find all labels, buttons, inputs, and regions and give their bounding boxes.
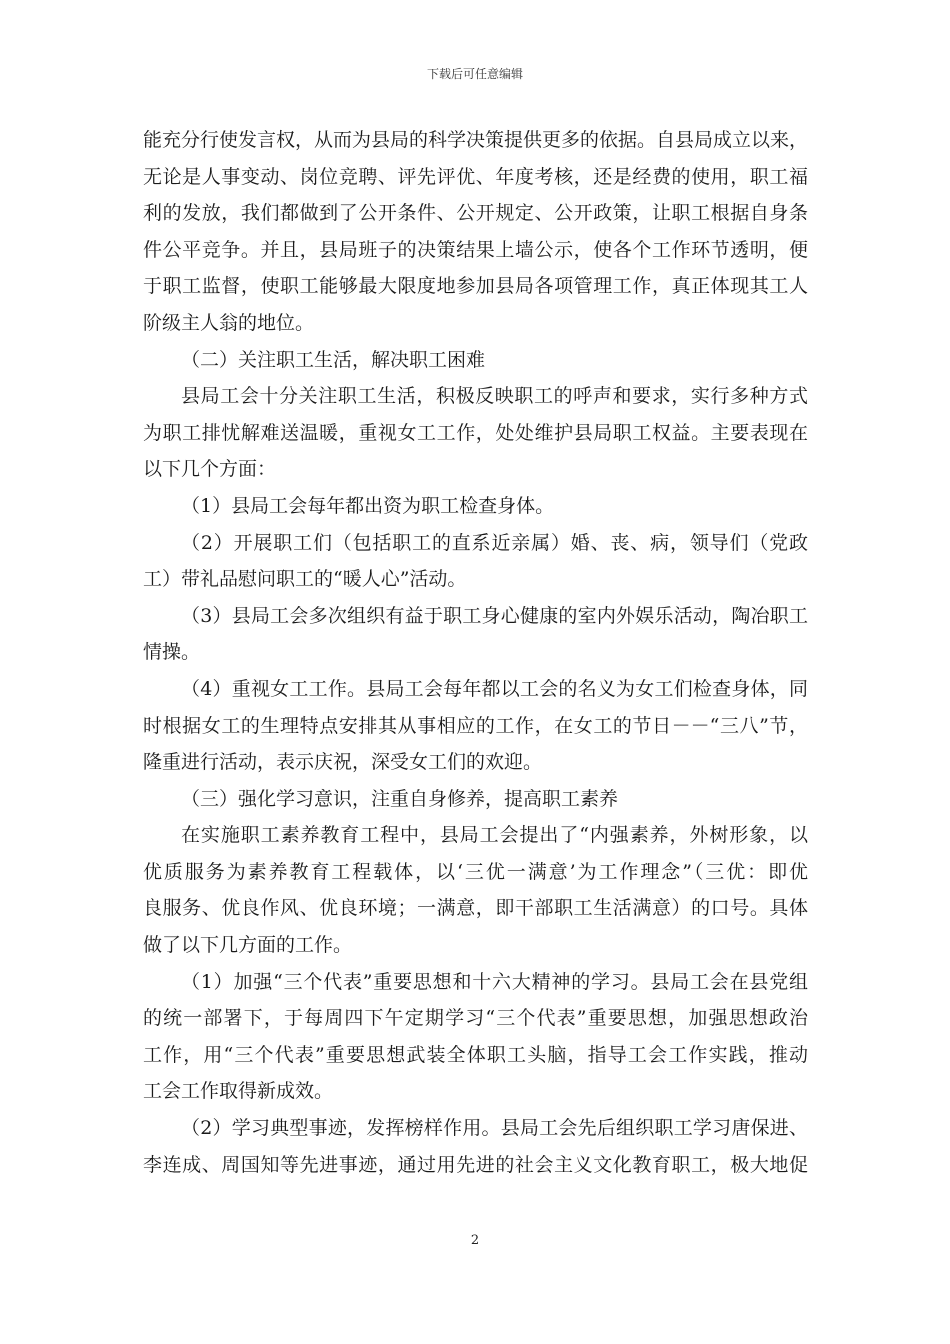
text-line: 工会工作取得新成效。 <box>143 1080 334 1103</box>
text-line: 的统一部署下，于每周四下午定期学习“三个代表”重要思想，加强思想政治 <box>143 1007 808 1030</box>
text-line: （2）学习典型事迹，发挥榜样作用。县局工会先后组织职工学习唐保进、 <box>181 1117 808 1140</box>
text-line: 县局工会十分关注职工生活，积极反映职工的呼声和要求，实行多种方式 <box>181 385 808 408</box>
text-line: 件公平竞争。并且，县局班子的决策结果上墙公示，使各个工作环节透明，便 <box>143 238 808 261</box>
text-line: 无论是人事变动、岗位竞聘、评先评优、年度考核，还是经费的使用，职工福 <box>143 165 808 188</box>
text-line: 为职工排忧解难送温暖，重视女工工作，处处维护县局职工权益。主要表现在 <box>143 421 808 444</box>
header-text: 下载后可任意编辑 <box>426 67 523 81</box>
text-line: 以下几个方面： <box>143 458 277 481</box>
text-line: （1）县局工会每年都出资为职工检查身体。 <box>181 494 555 517</box>
text-line: （三）强化学习意识，注重自身修养，提高职工素养 <box>181 787 619 810</box>
text-line: （4）重视女工工作。县局工会每年都以工会的名义为女工们检查身体，同 <box>181 677 808 700</box>
text-line: 隆重进行活动，表示庆祝，深受女工们的欢迎。 <box>143 751 543 774</box>
text-line: 做了以下几方面的工作。 <box>143 934 353 957</box>
text-line: 优质服务为素养教育工程载体，以‘三优一满意’为工作理念”（三优：即优 <box>143 860 808 883</box>
text-line: 工作，用“三个代表”重要思想武装全体职工头脑，指导工会工作实践，推动 <box>143 1043 808 1066</box>
text-line: （1）加强“三个代表”重要思想和十六大精神的学习。县局工会在县党组 <box>181 970 808 993</box>
page-number: 2 <box>470 1233 480 1248</box>
text-line: （2）开展职工们（包括职工的直系近亲属）婚、丧、病，领导们（党政 <box>181 531 808 554</box>
text-line: （二）关注职工生活，解决职工困难 <box>181 348 486 371</box>
text-line: 李连成、周国知等先进事迹，通过用先进的社会主义文化教育职工，极大地促 <box>143 1153 808 1176</box>
text-line: 良服务、优良作风、优良环境；一满意，即干部职工生活满意）的口号。具体 <box>143 897 808 920</box>
text-line: 于职工监督，使职工能够最大限度地参加县局各项管理工作，真正体现其工人 <box>143 275 808 298</box>
text-line: 工）带礼品慰问职工的“暖人心”活动。 <box>143 568 467 591</box>
text-line: 能充分行使发言权，从而为县局的科学决策提供更多的依据。自县局成立以来， <box>143 129 809 151</box>
text-line: 情操。 <box>143 641 201 664</box>
text-line: （3）县局工会多次组织有益于职工身心健康的室内外娱乐活动，陶冶职工 <box>181 604 808 627</box>
text-line: 时根据女工的生理特点安排其从事相应的工作，在女工的节日－－“三八”节， <box>143 714 808 737</box>
document-body <box>143 122 808 1183</box>
text-line: 阶级主人翁的地位。 <box>143 311 315 334</box>
text-line: 利的发放，我们都做到了公开条件、公开规定、公开政策，让职工根据自身条 <box>143 202 808 225</box>
page-header <box>0 66 950 82</box>
text-line: 在实施职工素养教育工程中，县局工会提出了“内强素养，外树形象，以 <box>181 824 808 847</box>
